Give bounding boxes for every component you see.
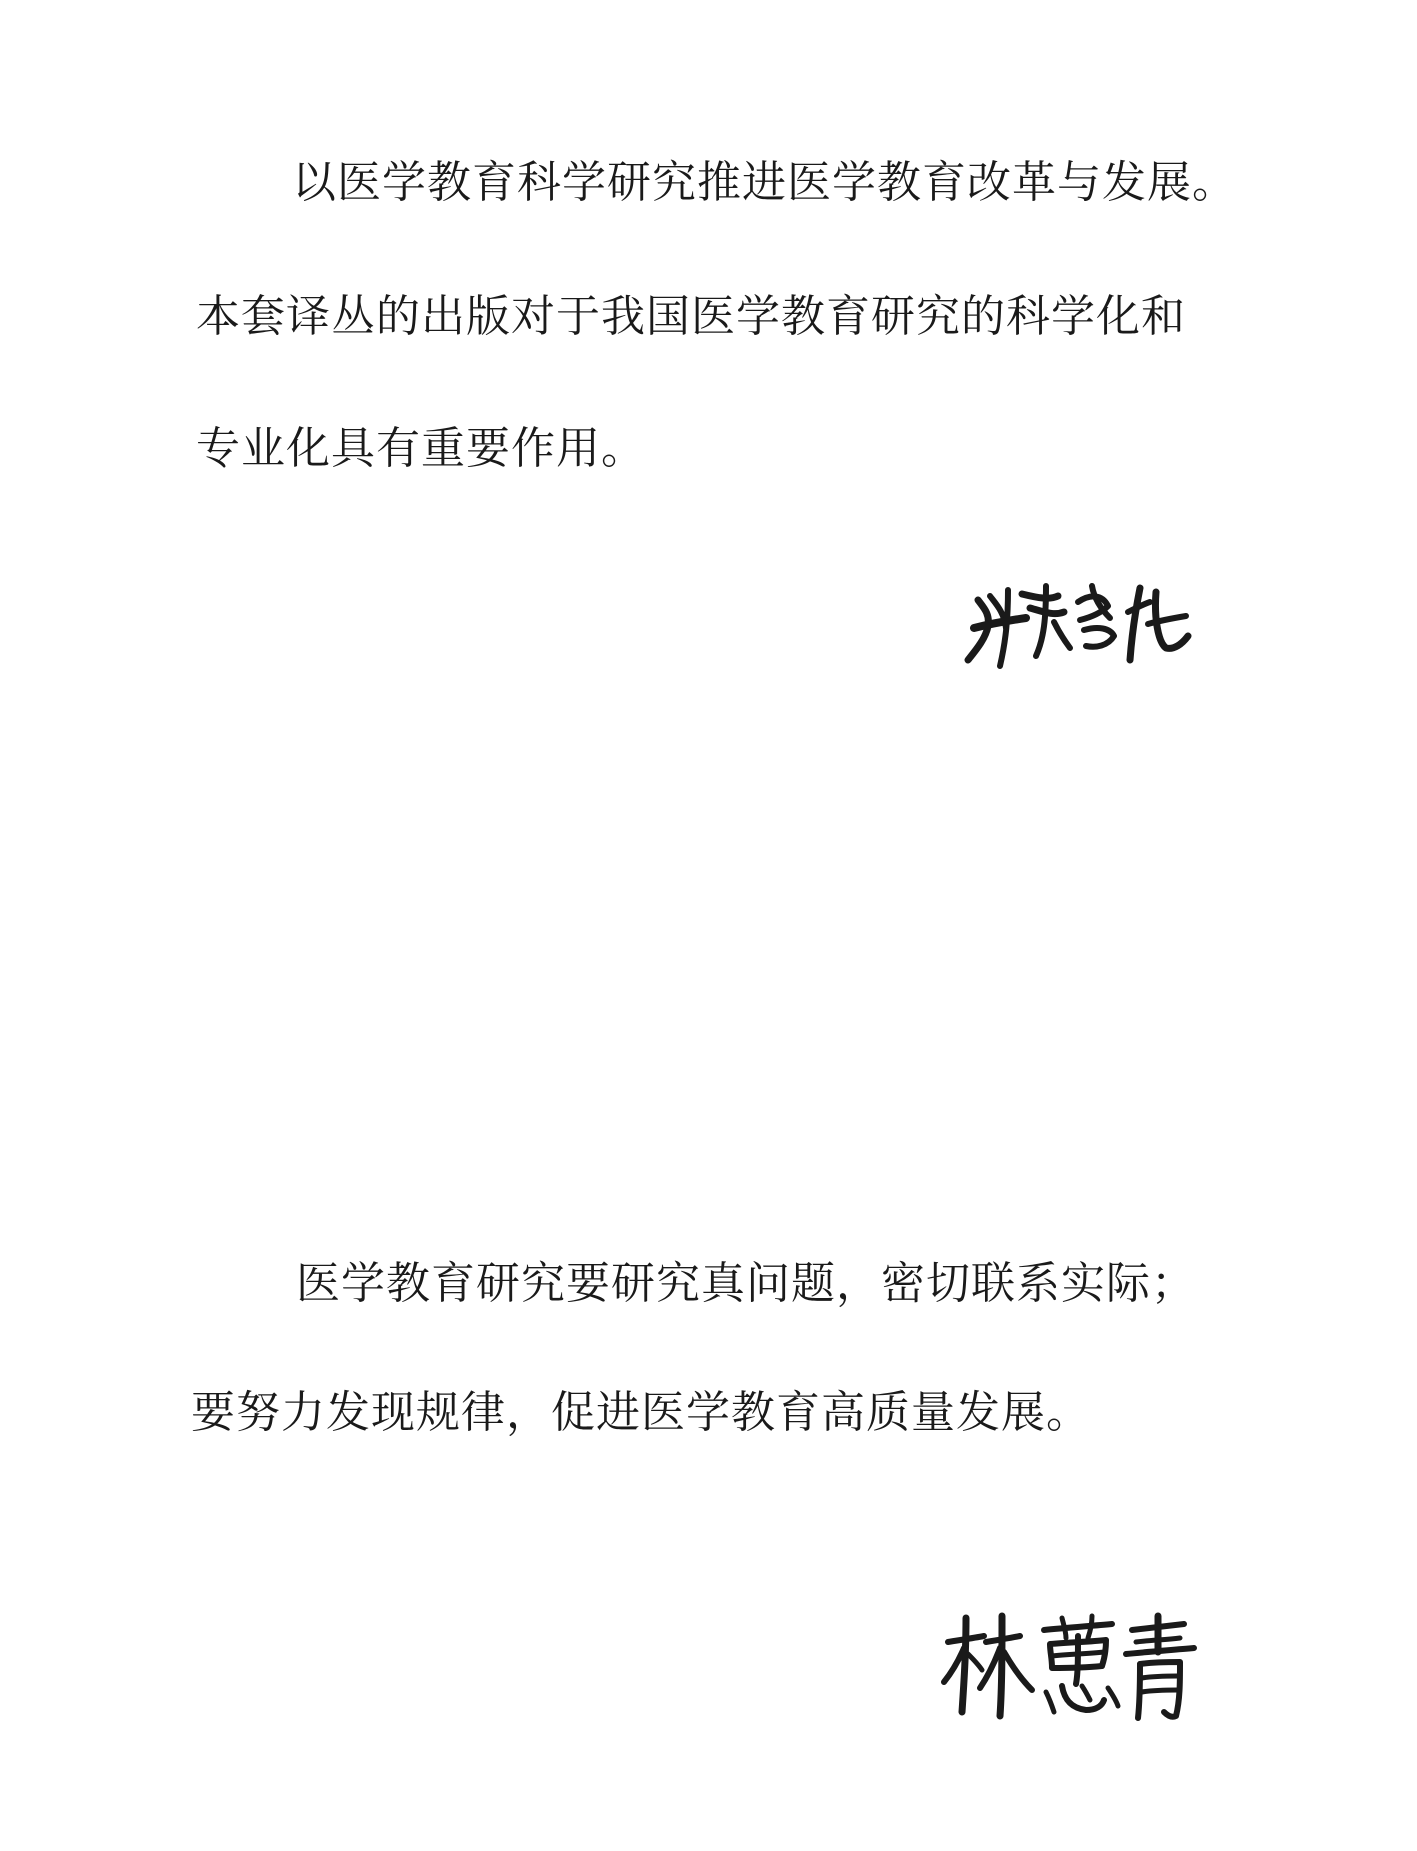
handwritten-signature-1 — [960, 578, 1200, 678]
inscription-1-line-2: 本套译丛的出版对于我国医学教育研究的科学化和 — [196, 291, 1186, 342]
inscription-2-line-1: 医学教育研究要研究真问题，密切联系实际； — [296, 1258, 1196, 1309]
inscription-1-line-1: 以医学教育科学研究推进医学教育改革与发展。 — [292, 157, 1237, 208]
inscription-1-line-3: 专业化具有重要作用。 — [196, 423, 646, 474]
inscription-2-line-2: 要努力发现规律，促进医学教育高质量发展。 — [191, 1387, 1091, 1438]
handwritten-signature-2 — [940, 1612, 1200, 1722]
